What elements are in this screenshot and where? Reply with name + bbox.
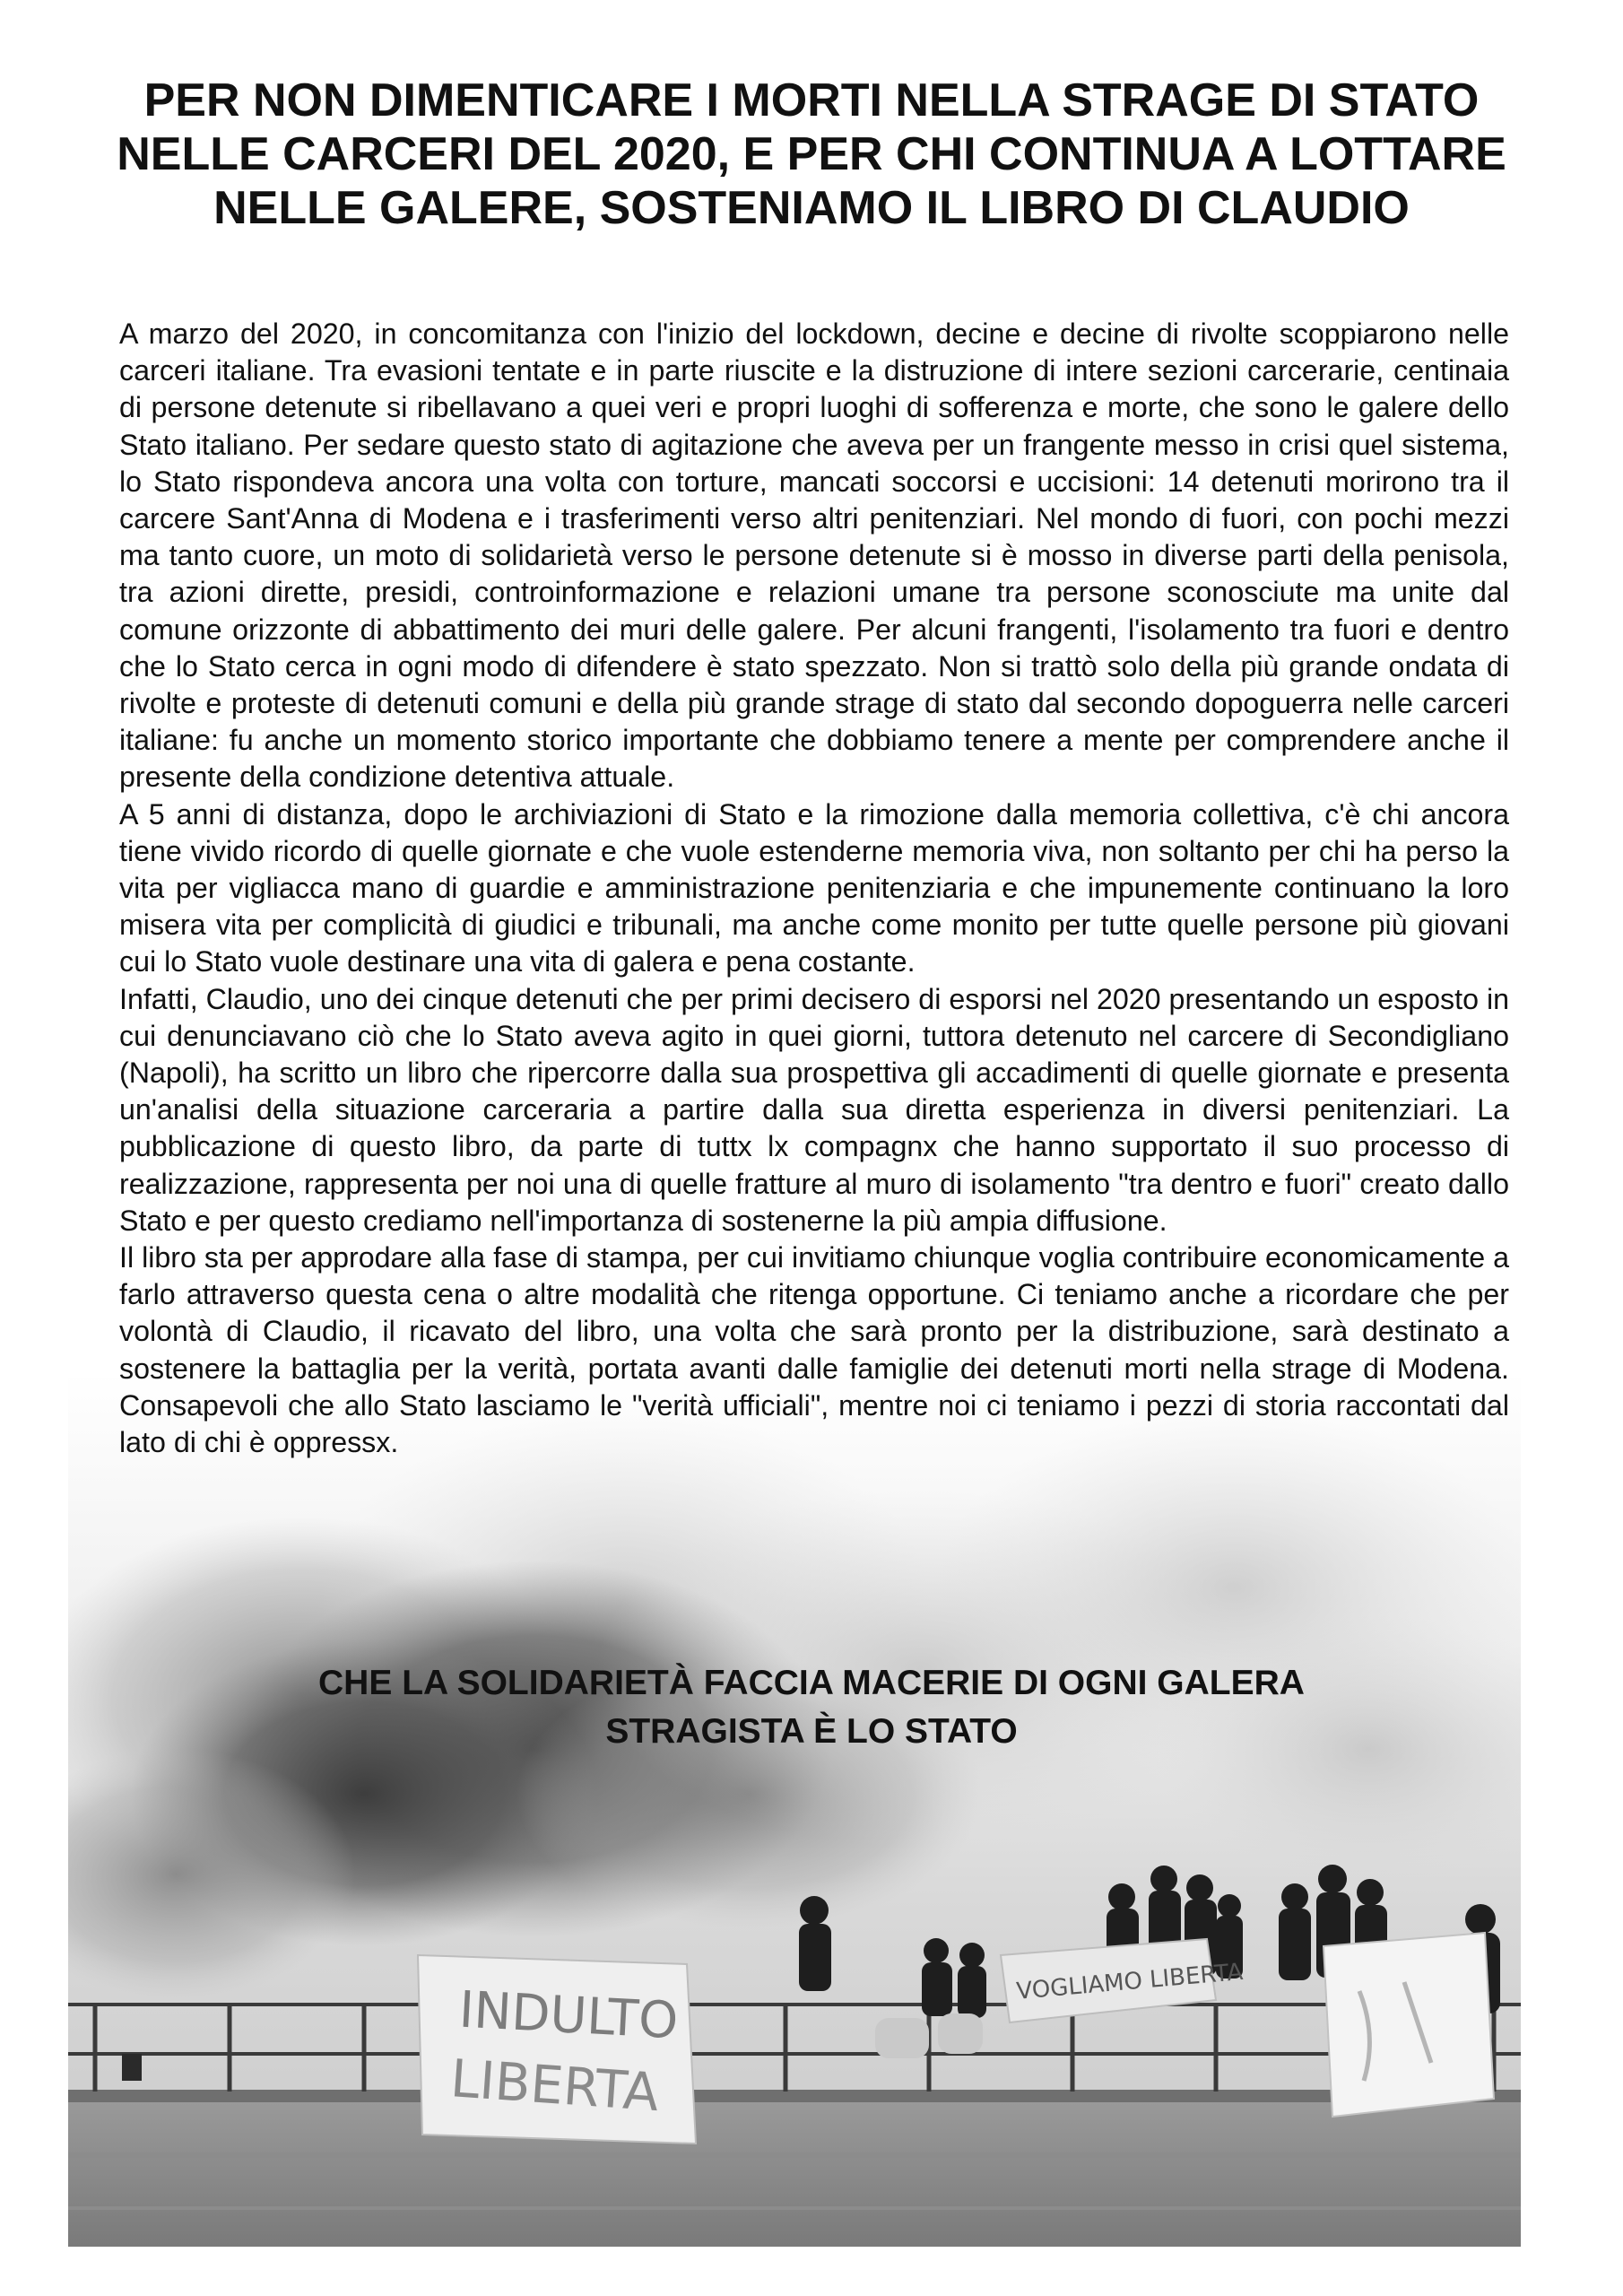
paragraph-3: Infatti, Claudio, uno dei cinque detenuti che per primi decisero di esporsi nel 2020 presentando un esposto in cui denunciavano ciò che lo Stato aveva agito in quei giorni, tuttora detenuto nel carcere di Secondigliano (Napoli), ha scritto un libro che ripercorre dalla sua prospettiva gli accadimenti di quelle giornate e presenta un'analisi della situazione carceraria a partire dalla sua diretta esperienza in diversi penitenziari. La pubblicazione di questo libro, da parte di tuttx lx compagnx che hanno supportato il suo processo di realizzazione, rappresenta per noi una di quelle fratture al muro di isolamento "tra dentro e fuori" creato dallo Stato e per questo crediamo nell'importanza di sostenerne la più ampia diffusione. — [119, 982, 1509, 1237]
paragraph-1: A marzo del 2020, in concomitanza con l'inizio del lockdown, decine e decine di rivolte scoppiarono nelle carceri italiane. Tra evasioni tentate e in parte riuscite e la distruzione di intere sezioni carcerarie, centinaia di persone detenute si ribellavano a quei veri e propri luoghi di sofferenza e morte, che sono le galere dello Stato italiano. Per sedare questo stato di agitazione che aveva per un frangente messo in crisi quel sistema, lo Stato rispondeva ancora una volta con torture, mancati soccorsi e uccisioni: 14 detenuti morirono tra il carcere Sant'Anna di Modena e i trasferimenti verso altri penitenziari. Nel mondo di fuori, con pochi mezzi ma tanto cuore, un moto di solidarietà verso le persone detenute si è mosso in diverse parti della penisola, tra azioni dirette, presidi, controinformazione e relazioni umane tra persone sconosciute ma unite dal comune orizzonte di abbattimento dei muri delle galere. Per alcuni frangenti, l'isolamento tra fuori e dentro che lo Stato cerca in ogni modo di difendere è stato spezzato. Non si trattò solo della più grande ondata di rivolte e proteste di detenuti comuni e della più grande strage di stato dal secondo dopoguerra nelle carceri italiane: fu anche un momento storico importante che dobbiamo tenere a mente per comprendere anche il presente della condizione detentiva attuale. — [119, 317, 1509, 794]
closing-line-2: STRAGISTA È LO STATO — [605, 1712, 1018, 1751]
headline-line-2: NELLE CARCERI DEL 2020, E PER CHI CONTINUA A LOTTARE — [117, 128, 1506, 180]
banner-middle-text: VOGLIAMO LIBERTA — [1015, 1958, 1245, 2005]
paragraph-4: Il libro sta per approdare alla fase di stampa, per cui invitiamo chiunque voglia contribuire economicamente a farlo attraverso questa cena o altre modalità che ritenga opportune. Ci teniamo anche a ricordare che per volontà di Claudio, il ricavato del libro, una volta che sarà pronto per la distribuzione, sarà destinato a sostenere la battaglia per la verità, portata avanti dalle famiglie dei detenuti morti nella strage di Modena. Consapevoli che allo Stato lasciamo le "verità ufficiali", mentre noi ci teniamo i pezzi di storia raccontati dal lato di chi è oppressx. — [119, 1241, 1509, 1459]
banner-left-text-2: LIBERTA — [448, 2048, 662, 2124]
paragraph-2: A 5 anni di distanza, dopo le archiviazioni di Stato e la rimozione dalla memoria collettiva, c'è chi ancora tiene vivido ricordo di quelle giornate e che vuole estenderne memoria viva, non soltanto per chi ha perso la vita per vigliacca mano di guardie e amministrazione penitenziaria e che impunemente continuano la loro misera vita per complicità di giudici e tribunali, ma anche come monito per tutte quelle persone più giovani cui lo Stato vuole destinare una vita di galera e pena costante. — [119, 797, 1509, 978]
banner-right — [1324, 1933, 1494, 2117]
headline-line-1: PER NON DIMENTICARE I MORTI NELLA STRAGE DI STATO — [143, 74, 1480, 126]
closing-slogan — [108, 1659, 1515, 1756]
banner-left — [418, 1955, 696, 2144]
closing-line-1: CHE LA SOLIDARIETÀ FACCIA MACERIE DI OGNI GALERA — [318, 1664, 1305, 1702]
headline — [108, 74, 1515, 235]
prison-rooftop-photo — [68, 1372, 1521, 2247]
headline-line-3: NELLE GALERE, SOSTENIAMO IL LIBRO DI CLAUDIO — [213, 182, 1410, 234]
body-text — [119, 316, 1509, 1461]
banner-left-text-1: INDULTO — [457, 1980, 680, 2051]
